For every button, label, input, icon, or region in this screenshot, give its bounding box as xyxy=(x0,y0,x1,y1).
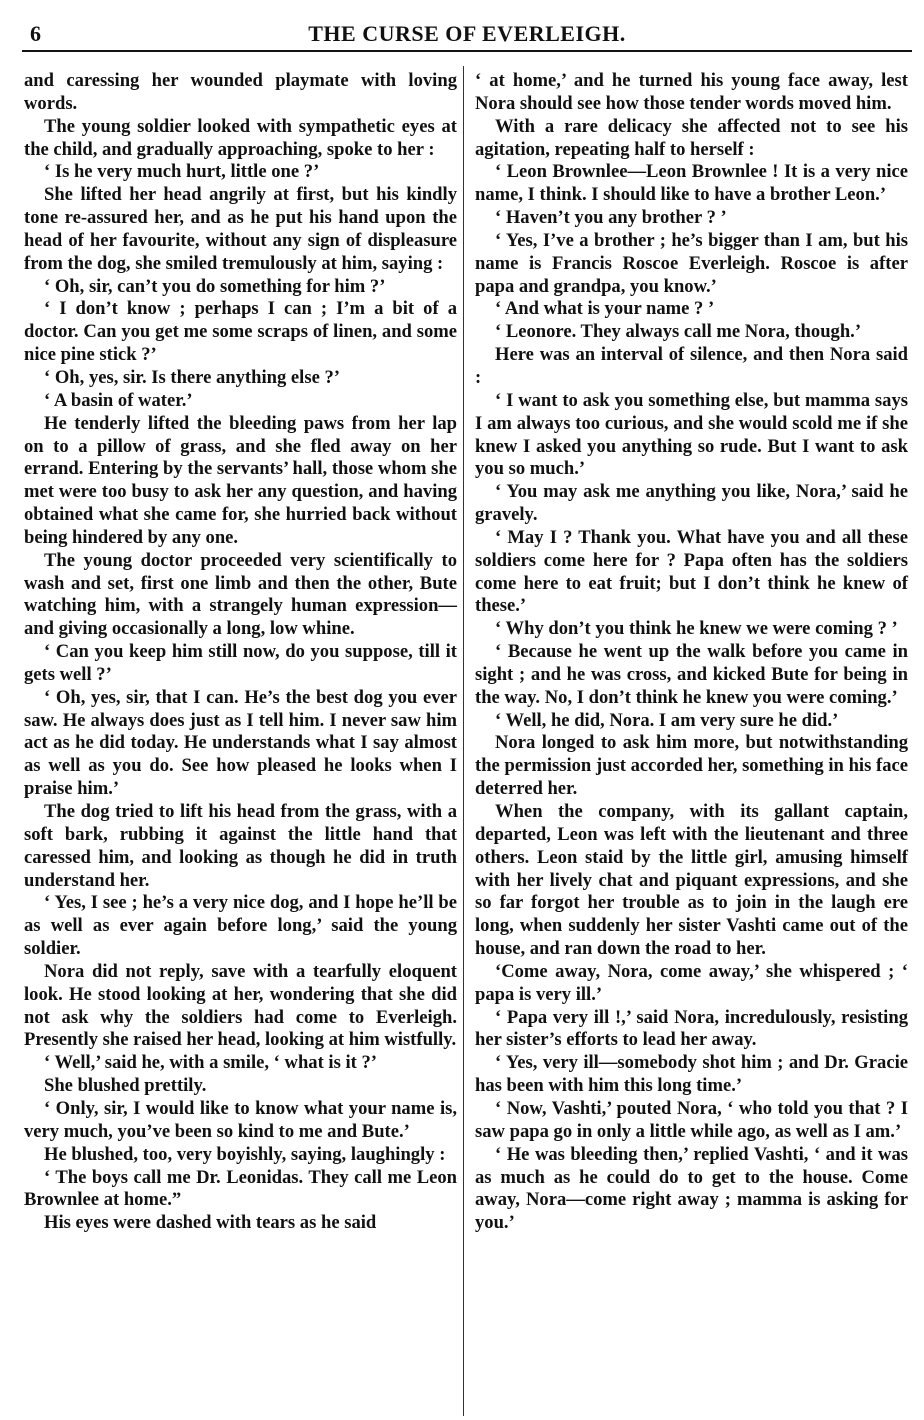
paragraph: The dog tried to lift his head from the grass, with a soft bark, rubbing it against the little hand that caressed him, and looking as though he did in truth understand her. xyxy=(24,801,457,891)
paragraph: ‘ A basin of water.’ xyxy=(44,389,193,411)
paragraph: He tenderly lifted the bleeding paws from her lap on to a pillow of grass, and she fled away on her errand. Entering by the servants’ hall, those whom she met were too busy to ask her any question, and having obtained what she came for, she hurried back without being hindered by any one. xyxy=(24,412,457,548)
paragraph: Here was an interval of silence, and then Nora said : xyxy=(475,344,908,388)
paragraph: ‘ Why don’t you think he knew we were coming ? ’ xyxy=(495,618,898,640)
paragraph: ‘ And what is your name ? ’ xyxy=(495,298,715,320)
paragraph: ‘ You may ask me anything you like, Nora,’ said he gravely. xyxy=(475,481,908,526)
paragraph: The young doctor proceeded very scientifically to wash and set, first one limb and then the other, Bute watching him, with a strangely human expression—and giving occasionally a long, low whine. xyxy=(24,549,457,640)
paragraph: ‘ Well, he did, Nora. I am very sure he did.’ xyxy=(495,709,839,731)
paragraph: ‘ Can you keep him still now, do you suppose, till it gets well ?’ xyxy=(24,641,457,685)
paragraph: ‘ Because he went up the walk before you came in sight ; and he was cross, and kicked Bute for being in the way. No, I don’t think he knew you were coming.’ xyxy=(475,641,908,708)
paragraph: ‘ He was bleeding then,’ replied Vashti, ‘ and it was as much as he could do to get to the house. Come away, Nora—come right away ; mamma is asking for you.’ xyxy=(475,1143,908,1234)
running-title: THE CURSE OF EVERLEIGH. xyxy=(308,21,626,46)
paragraph: ‘ Papa very ill !,’ said Nora, incredulously, resisting her sister’s efforts to lead her away. xyxy=(475,1006,908,1051)
paragraph: ‘ I want to ask you something else, but mamma says I am always too curious, and she would scold me if she knew I asked you anything so rude. But I want to ask you so much.’ xyxy=(475,389,908,480)
paragraph: ‘ Leonore. They always call me Nora, though.’ xyxy=(495,321,862,343)
page-number: 6 xyxy=(30,21,41,46)
paragraph: ‘ I don’t know ; perhaps I can ; I’m a bit of a doctor. Can you get me some scraps of linen, and some nice pine stick ?’ xyxy=(24,298,457,366)
paragraph: ‘ The boys call me Dr. Leonidas. They call me Leon Brownlee at home.” xyxy=(24,1166,457,1211)
paragraph: and caressing her wounded playmate with loving words. xyxy=(24,70,457,114)
paragraph: ‘ Well,’ said he, with a smile, ‘ what is it ?’ xyxy=(44,1052,377,1074)
paragraph: ‘ Oh, yes, sir. Is there anything else ?’ xyxy=(44,366,340,388)
column-divider xyxy=(463,66,464,1416)
paragraph: The young soldier looked with sympathetic eyes at the child, and gradually approaching, spoke to her : xyxy=(24,115,457,160)
left-column xyxy=(24,70,457,1235)
paragraph: His eyes were dashed with tears as he said xyxy=(44,1212,377,1234)
paragraph: She blushed prettily. xyxy=(44,1075,207,1097)
paragraph: ‘ Leon Brownlee—Leon Brownlee ! It is a very nice name, I think. I should like to have a brother Leon.’ xyxy=(475,161,908,206)
paragraph: ‘ May I ? Thank you. What have you and all these soldiers come here for ? Papa often has the soldiers come here to eat fruit; but I don’t think he knew of these.’ xyxy=(475,526,908,617)
paragraph: ‘ Yes, I see ; he’s a very nice dog, and I hope he’ll be as well as ever again before long,’ said the young soldier. xyxy=(24,892,457,960)
paragraph: ‘Come away, Nora, come away,’ she whispered ; ‘ papa is very ill.’ xyxy=(475,960,908,1005)
page-header xyxy=(22,8,912,48)
paragraph: He blushed, too, very boyishly, saying, laughingly : xyxy=(44,1143,446,1165)
right-column xyxy=(475,70,908,1235)
paragraph: Nora longed to ask him more, but notwithstanding the permission just accorded her, something in his face deterred her. xyxy=(475,732,908,800)
paragraph: ‘ Haven’t you any brother ? ’ xyxy=(495,207,727,229)
header-rule xyxy=(22,50,912,52)
paragraph: ‘ Is he very much hurt, little one ?’ xyxy=(44,161,320,183)
paragraph: ‘ at home,’ and he turned his young face away, lest Nora should see how those tender words moved him. xyxy=(475,70,908,114)
paragraph: ‘ Oh, yes, sir, that I can. He’s the best dog you ever saw. He always does just as I tell him. I never saw him act as he did today. He understands what I say almost as well as you do. See how pleased he looks when I praise him.’ xyxy=(24,686,457,800)
paragraph: ‘ Only, sir, I would like to know what your name is, very much, you’ve been so kind to me and Bute.’ xyxy=(24,1097,457,1142)
paragraph: ‘ Yes, I’ve a brother ; he’s bigger than I am, but his name is Francis Roscoe Everleigh. Roscoe is after papa and grandpa, you know.’ xyxy=(475,229,908,297)
paragraph: ‘ Oh, sir, can’t you do something for him ?’ xyxy=(44,275,386,297)
paragraph: ‘ Yes, very ill—somebody shot him ; and Dr. Gracie has been with him this long time.’ xyxy=(475,1052,908,1097)
paragraph: Nora did not reply, save with a tearfully eloquent look. He stood looking at her, wondering that she did not ask why the soldiers had come to Everleigh. Presently she raised her head, looking at him wistfully. xyxy=(24,960,457,1051)
paragraph: With a rare delicacy she affected not to see his agitation, repeating half to herself : xyxy=(475,115,908,160)
paragraph: When the company, with its gallant captain, departed, Leon was left with the lieutenant and three others. Leon staid by the little girl, amusing himself with her lively chat and piquant expressions, and she so far forgot her trouble as to join in the laugh ere long, when suddenly her sister Vashti came out of the house, and ran down the road to her. xyxy=(475,801,908,960)
paragraph: She lifted her head angrily at first, but his kindly tone re-assured her, and as he put his hand upon the head of her favourite, without any sign of displeasure from the dog, she smiled tremulously at him, saying : xyxy=(24,184,457,274)
paragraph: ‘ Now, Vashti,’ pouted Nora, ‘ who told you that ? I saw papa go in only a little while ago, as well as I am.’ xyxy=(475,1097,908,1142)
